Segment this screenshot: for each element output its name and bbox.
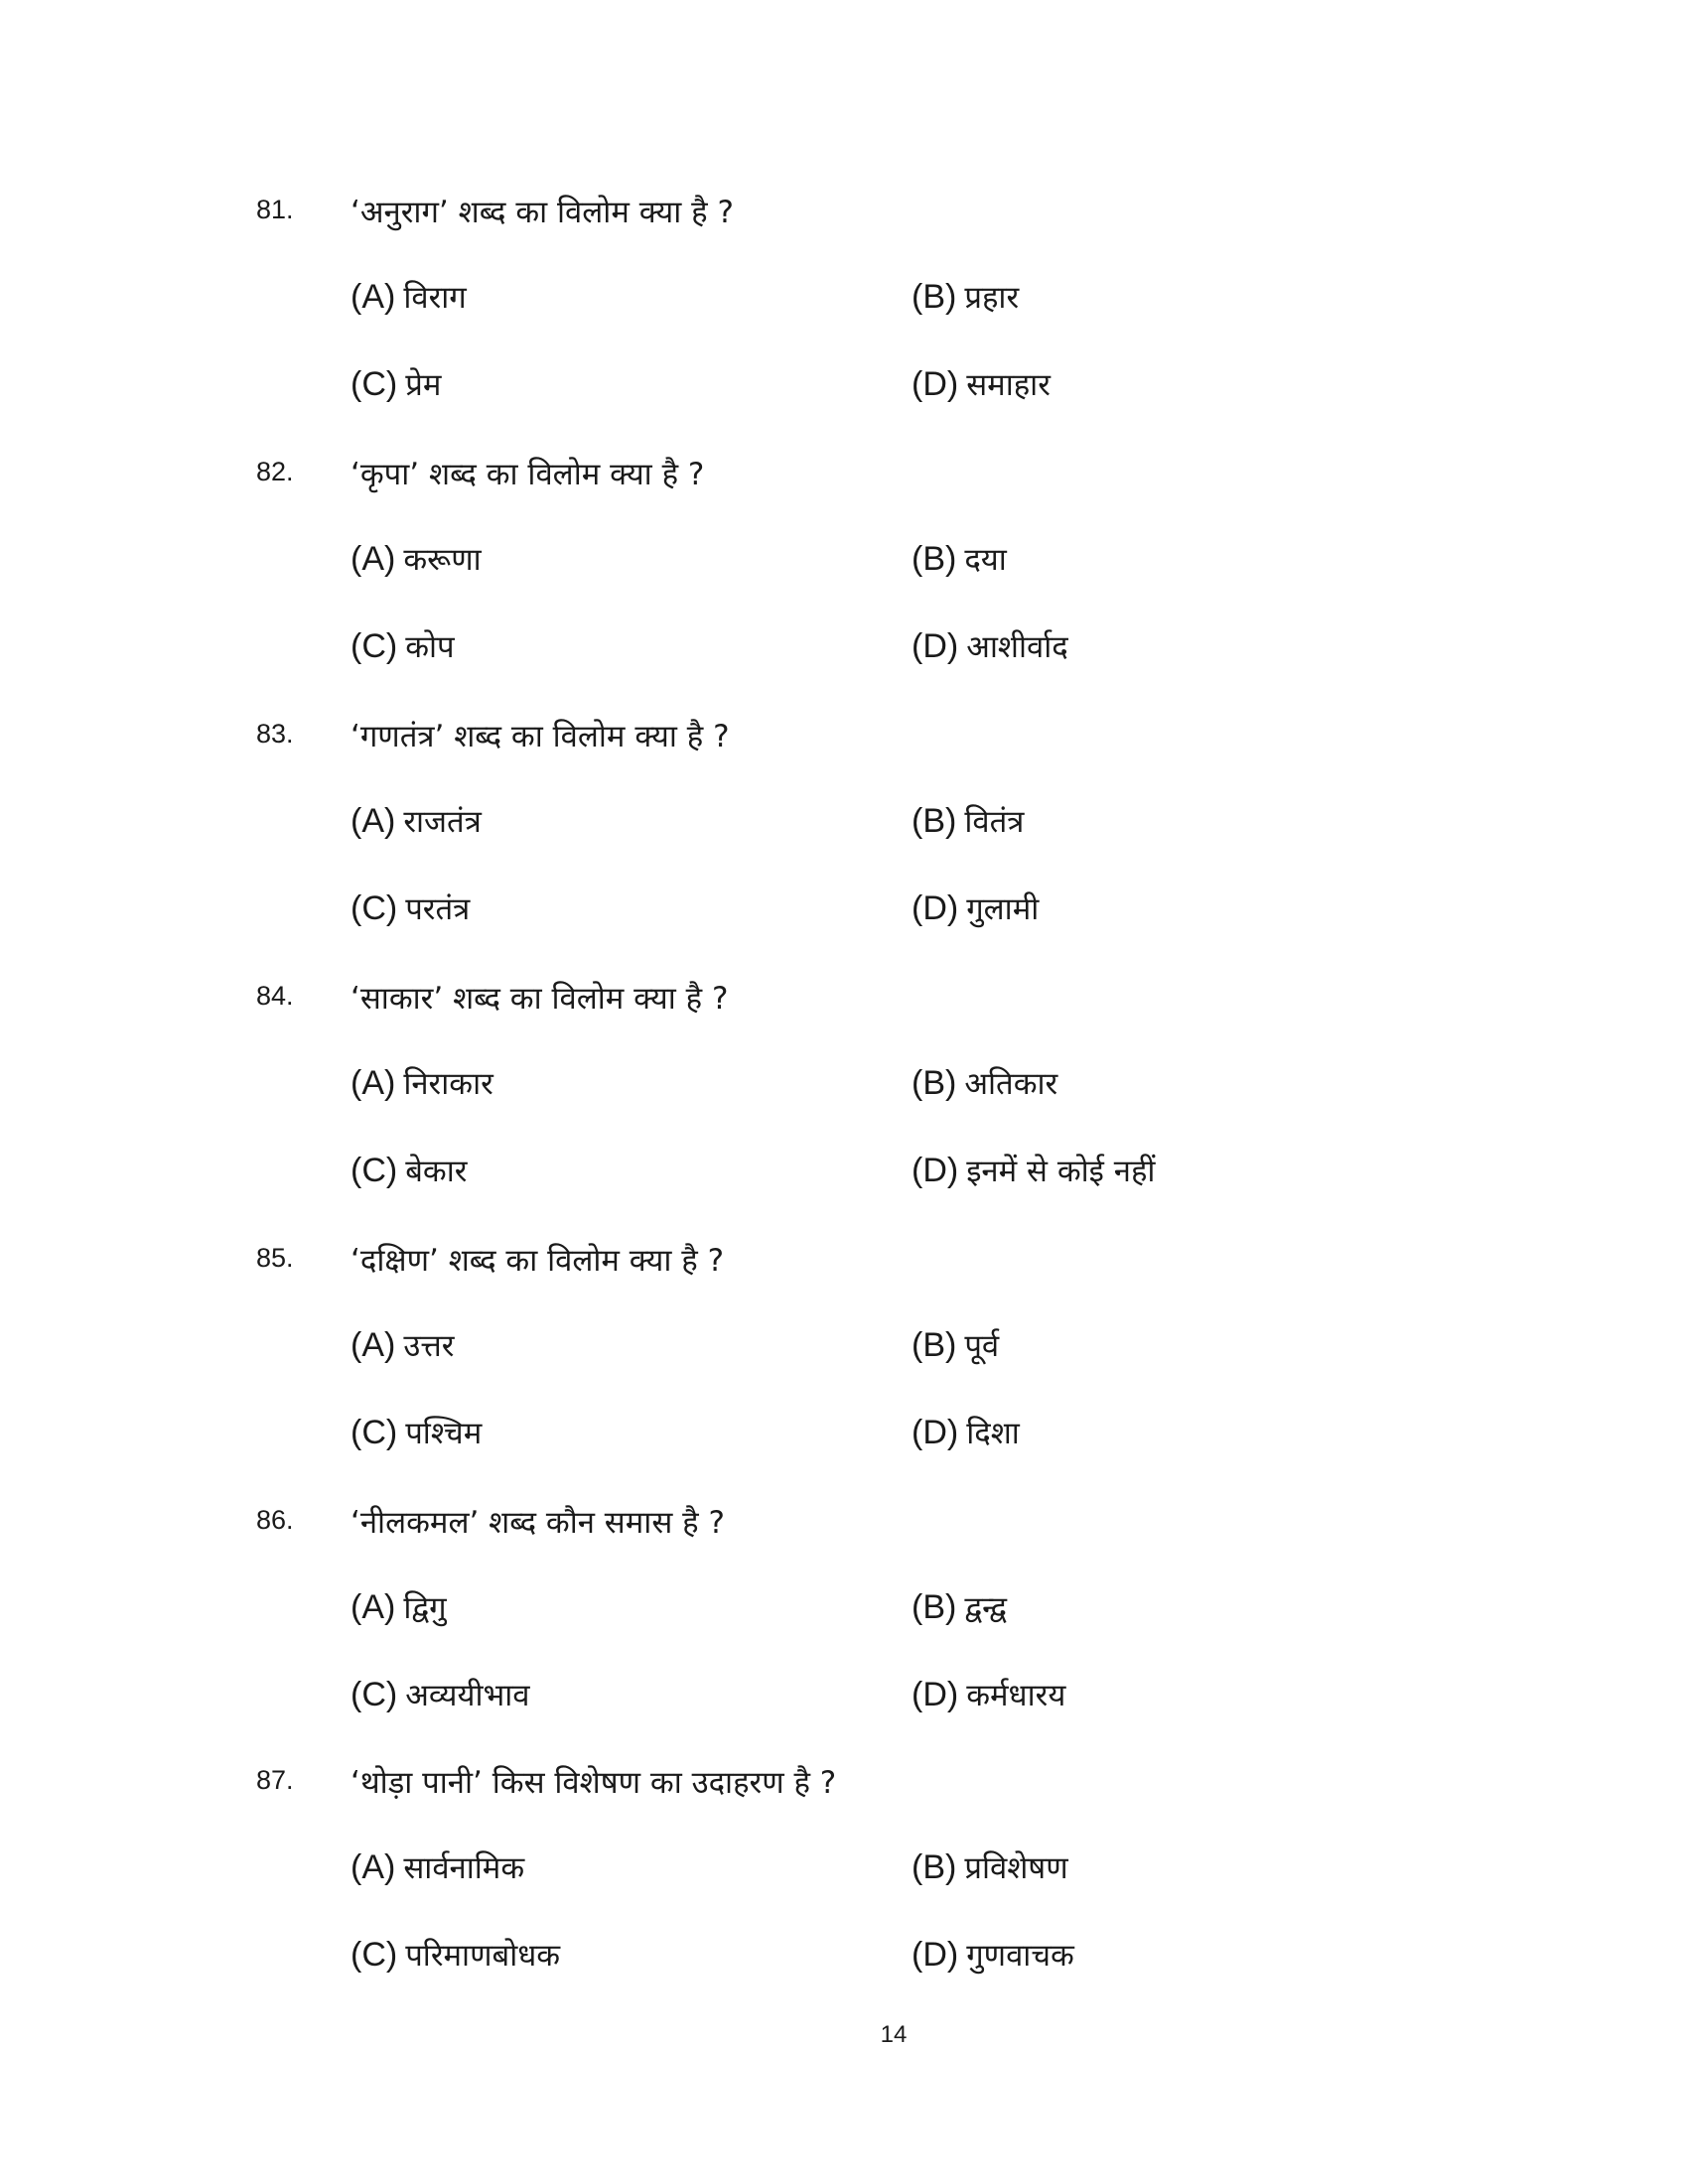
option-label: (A): [351, 1326, 396, 1364]
option-text: राजतंत्र: [403, 804, 482, 840]
option-text: पश्चिम: [405, 1416, 483, 1451]
option-text: विराग: [403, 280, 467, 316]
option-label: (A): [351, 1064, 396, 1102]
option-text: प्रेम: [405, 367, 442, 403]
option-label: (B): [912, 1064, 957, 1102]
option-text: कर्मधारय: [966, 1678, 1066, 1713]
option-label: (D): [912, 889, 959, 927]
option-label: (C): [351, 889, 398, 927]
option-b: [912, 276, 1019, 318]
question-text: ‘अनुराग’ शब्द का विलोम क्या है ?: [351, 195, 734, 230]
option-b: [912, 1586, 1007, 1628]
option-label: (A): [351, 1848, 396, 1886]
option-b: [912, 1062, 1057, 1104]
option-a: [351, 538, 482, 580]
option-label: (D): [912, 1152, 959, 1189]
option-label: (B): [912, 1326, 957, 1364]
option-d: [912, 363, 1051, 405]
option-c: [351, 1934, 560, 1976]
question-text: ‘कृपा’ शब्द का विलोम क्या है ?: [351, 457, 705, 492]
option-text: करूणा: [403, 542, 482, 578]
option-text: परिमाणबोधक: [405, 1938, 561, 1974]
question-text: ‘थोड़ा पानी’ किस विशेषण का उदाहरण है ?: [351, 1765, 837, 1801]
option-label: (A): [351, 540, 396, 578]
option-text: परतंत्र: [405, 891, 471, 927]
question-87: [0, 1761, 1688, 2023]
option-a: [351, 1324, 454, 1366]
option-d: [912, 1150, 1155, 1191]
option-text: दिशा: [966, 1416, 1020, 1451]
option-d: [912, 1674, 1065, 1715]
question-number: 85.: [256, 1243, 294, 1273]
option-text: सार्वनामिक: [403, 1850, 525, 1886]
option-text: द्वन्द्व: [964, 1590, 1007, 1626]
option-text: बेकार: [405, 1154, 468, 1189]
option-label: (B): [912, 1848, 957, 1886]
option-text: गुलामी: [966, 891, 1040, 927]
option-text: प्रहार: [964, 280, 1020, 316]
option-label: (A): [351, 278, 396, 316]
option-text: वितंत्र: [964, 804, 1025, 840]
question-number: 82.: [256, 457, 294, 486]
option-label: (B): [912, 278, 957, 316]
option-a: [351, 800, 482, 842]
question-number: 84.: [256, 981, 294, 1011]
option-b: [912, 800, 1024, 842]
option-d: [912, 887, 1039, 929]
option-a: [351, 1846, 524, 1888]
option-label: (B): [912, 540, 957, 578]
option-b: [912, 538, 1007, 580]
option-text: निराकार: [403, 1066, 493, 1102]
option-text: अव्ययीभाव: [405, 1678, 530, 1713]
option-text: आशीर्वाद: [966, 629, 1068, 665]
option-c: [351, 625, 455, 667]
option-label: (C): [351, 365, 398, 403]
option-text: दया: [964, 542, 1007, 578]
option-c: [351, 887, 470, 929]
option-label: (D): [912, 1936, 959, 1974]
option-text: इनमें से कोई नहीं: [966, 1154, 1156, 1189]
option-c: [351, 363, 441, 405]
option-label: (C): [351, 1676, 398, 1713]
question-84: [0, 977, 1688, 1239]
question-text: ‘साकार’ शब्द का विलोम क्या है ?: [351, 981, 729, 1017]
option-label: (A): [351, 1588, 396, 1626]
question-number: 86.: [256, 1505, 294, 1535]
option-c: [351, 1150, 467, 1191]
option-label: (A): [351, 802, 396, 840]
option-b: [912, 1846, 1068, 1888]
option-d: [912, 1934, 1074, 1976]
question-number: 87.: [256, 1765, 294, 1795]
question-text: ‘दक्षिण’ शब्द का विलोम क्या है ?: [351, 1243, 725, 1279]
question-81: [0, 191, 1688, 453]
option-label: (C): [351, 1936, 398, 1974]
option-c: [351, 1674, 530, 1715]
option-label: (D): [912, 1414, 959, 1451]
page-number: 14: [880, 2021, 908, 2048]
option-text: पूर्व: [964, 1328, 1000, 1364]
option-text: गुणवाचक: [966, 1938, 1074, 1974]
question-82: [0, 453, 1688, 715]
question-text: ‘गणतंत्र’ शब्द का विलोम क्या है ?: [351, 719, 730, 754]
option-label: (C): [351, 627, 398, 665]
option-a: [351, 276, 467, 318]
option-label: (D): [912, 1676, 959, 1713]
option-text: कोप: [405, 629, 455, 665]
question-number: 81.: [256, 195, 294, 224]
option-c: [351, 1412, 482, 1453]
option-label: (D): [912, 365, 959, 403]
question-86: [0, 1501, 1688, 1763]
option-label: (B): [912, 1588, 957, 1626]
option-text: समाहार: [966, 367, 1051, 403]
option-label: (B): [912, 802, 957, 840]
option-text: प्रविशेषण: [964, 1850, 1068, 1886]
option-text: उत्तर: [403, 1328, 455, 1364]
question-text: ‘नीलकमल’ शब्द कौन समास है ?: [351, 1505, 725, 1541]
option-a: [351, 1062, 493, 1104]
option-text: अतिकार: [964, 1066, 1058, 1102]
question-83: [0, 715, 1688, 977]
question-85: [0, 1239, 1688, 1501]
option-d: [912, 625, 1068, 667]
option-label: (D): [912, 627, 959, 665]
option-a: [351, 1586, 447, 1628]
question-number: 83.: [256, 719, 294, 749]
option-b: [912, 1324, 999, 1366]
option-text: द्विगु: [403, 1590, 447, 1626]
option-d: [912, 1412, 1020, 1453]
option-label: (C): [351, 1152, 398, 1189]
option-label: (C): [351, 1414, 398, 1451]
